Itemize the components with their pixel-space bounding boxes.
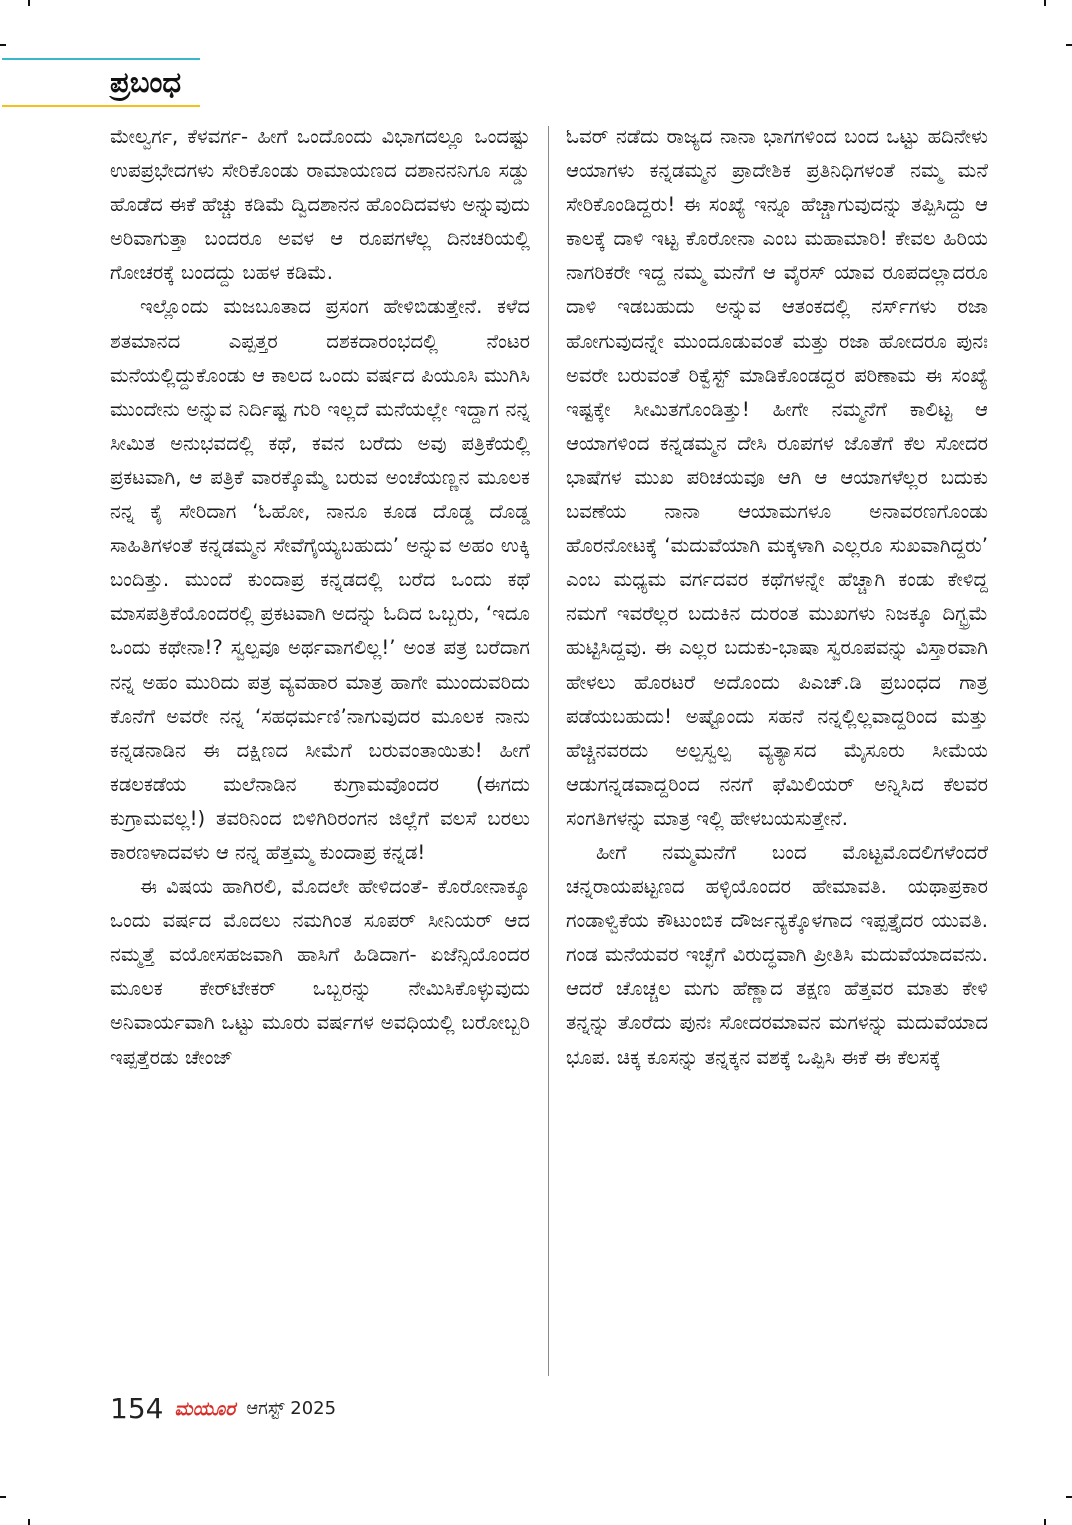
- article-column-right: [566, 120, 988, 1385]
- paragraph: ಈ ವಿಷಯ ಹಾಗಿರಲಿ, ಮೊದಲೇ ಹೇಳಿದಂತೆ- ಕೊರೋನಾಕ್ಕೂ ಒಂದು ವರ್ಷದ ಮೊದಲು ನಮಗಿಂತ ಸೂಪರ್ ಸೀನಿಯರ್ ಆದ ನಮ್ಮತ್ತೆ ವಯೋಸಹಜವಾಗಿ ಹಾಸಿಗೆ ಹಿಡಿದಾಗ- ಏಜೆನ್ಸಿಯೊಂದರ ಮೂಲಕ ಕೇರ್‌ಟೇಕರ್ ಒಬ್ಬರನ್ನು ನೇಮಿಸಿಕೊಳ್ಳುವುದು ಅನಿವಾರ್ಯವಾಗಿ ಒಟ್ಟು ಮೂರು ವರ್ಷಗಳ ಅವಧಿಯಲ್ಲಿ ಬರೋಬ್ಬರಿ ಇಪ್ಪತ್ತೆರಡು ಚೇಂಜ್: [110, 875, 530, 1069]
- article-column-left: [110, 120, 530, 1385]
- column-divider: [548, 126, 549, 1376]
- header-rule-bottom: [2, 105, 200, 107]
- page-footer: [110, 1392, 336, 1432]
- crop-mark: [1044, 0, 1046, 6]
- paragraph: ಮೇಲ್ವರ್ಗ, ಕೆಳವರ್ಗ- ಹೀಗೆ ಒಂದೊಂದು ವಿಭಾಗದಲ್ಲೂ ಒಂದಷ್ಟು ಉಪಪ್ರಭೇದಗಳು ಸೇರಿಕೊಂಡು ರಾಮಾಯಣದ ದಶಾನನನಿಗೂ ಸಡ್ಡು ಹೊಡೆದ ಈಕೆ ಹೆಚ್ಚು ಕಡಿಮೆ ದ್ವಿದಶಾನನ ಹೊಂದಿದವಳು ಅನ್ನುವುದು ಅರಿವಾಗುತ್ತಾ ಬಂದರೂ ಅವಳ ಆ ರೂಪಗಳೆಲ್ಲ ದಿನಚರಿಯಲ್ಲಿ ಗೋಚರಕ್ಕೆ ಬಂದದ್ದು ಬಹಳ ಕಡಿಮೆ.: [110, 125, 530, 285]
- crop-mark: [1066, 1496, 1072, 1498]
- section-header: [2, 58, 202, 110]
- header-rule-top: [2, 58, 200, 60]
- crop-mark: [1066, 44, 1072, 46]
- section-title: ಪ್ರಬಂಧ: [110, 65, 182, 99]
- issue-date: ಆಗಸ್ಟ್ 2025: [246, 1398, 337, 1419]
- page-number: 154: [110, 1392, 164, 1425]
- crop-mark: [0, 1496, 6, 1498]
- paragraph: ಓವರ್ ನಡೆದು ರಾಜ್ಯದ ನಾನಾ ಭಾಗಗಳಿಂದ ಬಂದ ಒಟ್ಟು ಹದಿನೇಳು ಆಯಾಗಳು ಕನ್ನಡಮ್ಮನ ಪ್ರಾದೇಶಿಕ ಪ್ರತಿನಿಧಿಗಳಂತೆ ನಮ್ಮ ಮನೆ ಸೇರಿಕೊಂಡಿದ್ದರು! ಈ ಸಂಖ್ಯೆ ಇನ್ನೂ ಹೆಚ್ಚಾಗುವುದನ್ನು ತಪ್ಪಿಸಿದ್ದು ಆ ಕಾಲಕ್ಕೆ ದಾಳಿ ಇಟ್ಟ ಕೊರೋನಾ ಎಂಬ ಮಹಾಮಾರಿ! ಕೇವಲ ಹಿರಿಯ ನಾಗರಿಕರೇ ಇದ್ದ ನಮ್ಮ ಮನೆಗೆ ಆ ವೈರಸ್ ಯಾವ ರೂಪದಲ್ಲಾದರೂ ದಾಳಿ ಇಡಬಹುದು ಅನ್ನುವ ಆತಂಕದಲ್ಲಿ ನರ್ಸ್‌ಗಳು ರಜಾ ಹೋಗುವುದನ್ನೇ ಮುಂದೂಡುವಂತೆ ಮತ್ತು ರಜಾ ಹೋದರೂ ಪುನಃ ಅವರೇ ಬರುವಂತೆ ರಿಕ್ವೆಸ್ಟ್ ಮಾಡಿಕೊಂಡದ್ದರ ಪರಿಣಾಮ ಈ ಸಂಖ್ಯೆ ಇಷ್ಟಕ್ಕೇ ಸೀಮಿತಗೊಂಡಿತ್ತು! ಹೀಗೇ ನಮ್ಮನೆಗೆ ಕಾಲಿಟ್ಟ ಆ ಆಯಾಗಳಿಂದ ಕನ್ನಡಮ್ಮನ ದೇಸಿ ರೂಪಗಳ ಜೊತೆಗೆ ಕೆಲ ಸೋದರ ಭಾಷೆಗಳ ಮುಖ ಪರಿಚಯವೂ ಆಗಿ ಆ ಆಯಾಗಳೆಲ್ಲರ ಬದುಕು ಬವಣೆಯ ನಾನಾ ಆಯಾಮಗಳೂ ಅನಾವರಣಗೊಂಡು ಹೊರನೋಟಕ್ಕೆ ‘ಮದುವೆಯಾಗಿ ಮಕ್ಕಳಾಗಿ ಎಲ್ಲರೂ ಸುಖವಾಗಿದ್ದರು’ ಎಂಬ ಮಧ್ಯಮ ವರ್ಗದವರ ಕಥೆಗಳನ್ನೇ ಹೆಚ್ಚಾಗಿ ಕಂಡು ಕೇಳಿದ್ದ ನಮಗೆ ಇವರೆಲ್ಲರ ಬದುಕಿನ ದುರಂತ ಮುಖಗಳು ನಿಜಕ್ಕೂ ದಿಗ್ಭ್ರಮೆ ಹುಟ್ಟಿಸಿದ್ದವು. ಈ ಎಲ್ಲರ ಬದುಕು-ಭಾಷಾ ಸ್ವರೂಪವನ್ನು ವಿಸ್ತಾರವಾಗಿ ಹೇಳಲು ಹೊರಟರೆ ಅದೊಂದು ಪಿಎಚ್.ಡಿ ಪ್ರಬಂಧದ ಗಾತ್ರ ಪಡೆಯಬಹುದು! ಅಷ್ಟೊಂದು ಸಹನೆ ನನ್ನಲ್ಲಿಲ್ಲವಾದ್ದರಿಂದ ಮತ್ತು ಹೆಚ್ಚಿನವರದು ಅಲ್ಪಸ್ವಲ್ಪ ವ್ಯತ್ಯಾಸದ ಮೈಸೂರು ಸೀಮೆಯ ಆಡುಗನ್ನಡವಾದ್ದರಿಂದ ನನಗೆ ಫೆಮಿಲಿಯರ್ ಅನ್ನಿಸಿದ ಕೆಲವರ ಸಂಗತಿಗಳನ್ನು ಮಾತ್ರ ಇಲ್ಲಿ ಹೇಳಬಯಸುತ್ತೇನೆ.: [566, 125, 988, 830]
- crop-mark: [1044, 1519, 1046, 1525]
- crop-mark: [28, 1519, 30, 1525]
- paragraph: ಇಲ್ಲೊಂದು ಮಜಬೂತಾದ ಪ್ರಸಂಗ ಹೇಳಿಬಿಡುತ್ತೇನೆ. ಕಳೆದ ಶತಮಾನದ ಎಪ್ಪತ್ತರ ದಶಕದಾರಂಭದಲ್ಲಿ ನೆಂಟರ ಮನೆಯಲ್ಲಿದ್ದುಕೊಂಡು ಆ ಕಾಲದ ಒಂದು ವರ್ಷದ ಪಿಯೂಸಿ ಮುಗಿಸಿ ಮುಂದೇನು ಅನ್ನುವ ನಿರ್ದಿಷ್ಟ ಗುರಿ ಇಲ್ಲದೆ ಮನೆಯಲ್ಲೇ ಇದ್ದಾಗ ನನ್ನ ಸೀಮಿತ ಅನುಭವದಲ್ಲಿ ಕಥೆ, ಕವನ ಬರೆದು ಅವು ಪತ್ರಿಕೆಯಲ್ಲಿ ಪ್ರಕಟವಾಗಿ, ಆ ಪತ್ರಿಕೆ ವಾರಕ್ಕೊಮ್ಮೆ ಬರುವ ಅಂಚೆಯಣ್ಣನ ಮೂಲಕ ನನ್ನ ಕೈ ಸೇರಿದಾಗ ‘ಓಹೋ, ನಾನೂ ಕೂಡ ದೊಡ್ಡ ದೊಡ್ಡ ಸಾಹಿತಿಗಳಂತೆ ಕನ್ನಡಮ್ಮನ ಸೇವೆಗೈಯ್ಯಬಹುದು’ ಅನ್ನುವ ಅಹಂ ಉಕ್ಕಿ ಬಂದಿತ್ತು. ಮುಂದೆ ಕುಂದಾಪ್ರ ಕನ್ನಡದಲ್ಲಿ ಬರೆದ ಒಂದು ಕಥೆ ಮಾಸಪತ್ರಿಕೆಯೊಂದರಲ್ಲಿ ಪ್ರಕಟವಾಗಿ ಅದನ್ನು ಓದಿದ ಒಬ್ಬರು, ‘ಇದೂ ಒಂದು ಕಥೇನಾ!? ಸ್ವಲ್ಪವೂ ಅರ್ಥವಾಗಲಿಲ್ಲ!’ ಅಂತ ಪತ್ರ ಬರೆದಾಗ ನನ್ನ ಅಹಂ ಮುರಿದು ಪತ್ರ ವ್ಯವಹಾರ ಮಾತ್ರ ಹಾಗೇ ಮುಂದುವರಿದು ಕೊನೆಗೆ ಅವರೇ ನನ್ನ ‘ಸಹಧರ್ಮಣಿ’ನಾಗುವುದರ ಮೂಲಕ ನಾನು ಕನ್ನಡನಾಡಿನ ಈ ದಕ್ಷಿಣದ ಸೀಮೆಗೆ ಬರುವಂತಾಯಿತು! ಹೀಗೆ ಕಡಲಕಡೆಯ ಮಲೆನಾಡಿನ ಕುಗ್ರಾಮವೊಂದರ (ಈಗದು ಕುಗ್ರಾಮವಲ್ಲ!) ತವರಿನಿಂದ ಬಿಳಿಗಿರಿರಂಗನ ಜಿಲ್ಲೆಗೆ ವಲಸೆ ಬರಲು ಕಾರಣಳಾದವಳು ಆ ನನ್ನ ಹೆತ್ತಮ್ಮ ಕುಂದಾಪ್ರ ಕನ್ನಡ!: [110, 295, 530, 864]
- magazine-logo: ಮಯೂರ: [174, 1397, 236, 1420]
- crop-mark: [0, 44, 6, 46]
- crop-mark: [28, 0, 30, 6]
- paragraph: ಹೀಗೆ ನಮ್ಮಮನೆಗೆ ಬಂದ ಮೊಟ್ಟಮೊದಲಿಗಳೆಂದರೆ ಚನ್ನರಾಯಪಟ್ಟಣದ ಹಳ್ಳಿಯೊಂದರ ಹೇಮಾವತಿ. ಯಥಾಪ್ರಕಾರ ಗಂಡಾಳ್ವಿಕೆಯ ಕೌಟುಂಬಿಕ ದೌರ್ಜನ್ಯಕ್ಕೊಳಗಾದ ಇಪ್ಪತ್ತೈದರ ಯುವತಿ. ಗಂಡ ಮನೆಯವರ ಇಚ್ಛೆಗೆ ವಿರುದ್ಧವಾಗಿ ಪ್ರೀತಿಸಿ ಮದುವೆಯಾದವನು. ಆದರೆ ಚೊಚ್ಚಲ ಮಗು ಹೆಣ್ಣಾದ ತಕ್ಷಣ ಹೆತ್ತವರ ಮಾತು ಕೇಳಿ ತನ್ನನ್ನು ತೊರೆದು ಪುನಃ ಸೋದರಮಾವನ ಮಗಳನ್ನು ಮದುವೆಯಾದ ಭೂಪ. ಚಿಕ್ಕ ಕೂಸನ್ನು ತನ್ನಕ್ಕನ ವಶಕ್ಕೆ ಒಪ್ಪಿಸಿ ಈಕೆ ಈ ಕೆಲಸಕ್ಕೆ: [566, 840, 988, 1069]
